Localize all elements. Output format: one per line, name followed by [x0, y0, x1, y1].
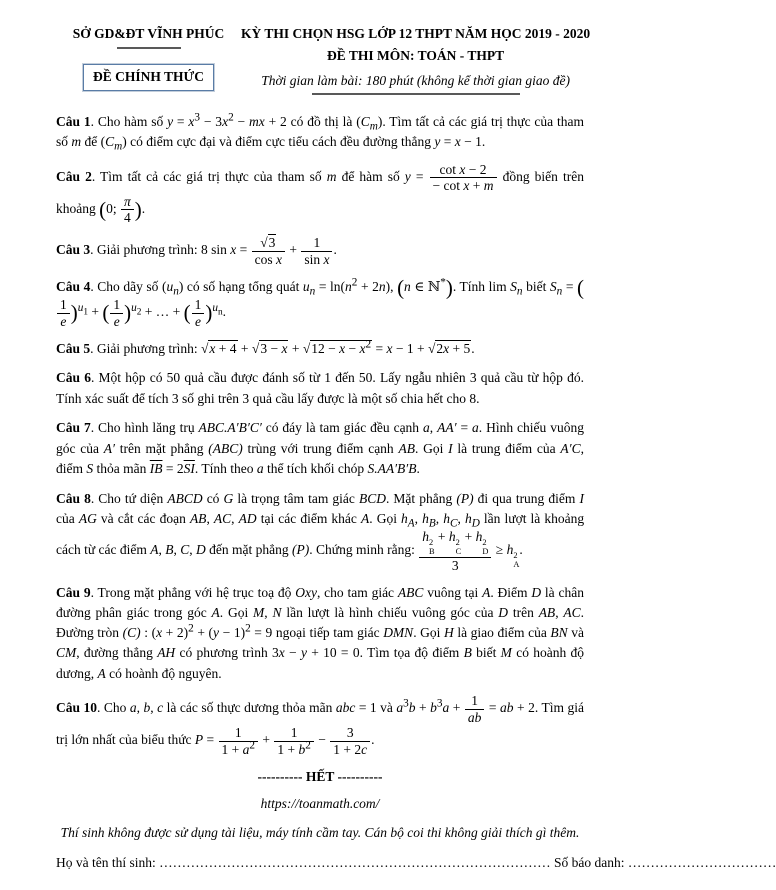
question-1-body: . Cho hàm số $y = x^3 - 3x^2$ − mx + 2 có đồ thị là $(C_m)$. Tìm tất cả các giá trị thực của tham số m để $(C_m)$ có điểm cực đại và điểm cực tiểu cách đều đường thẳng y = x − 1.	[56, 111, 584, 153]
department-underline	[117, 47, 181, 49]
time-note: Thời gian làm bài: 180 phút (không kể thời gian giao đề)	[261, 72, 570, 88]
question-2-body: . Tìm tất cả các giá trị thực của tham số m để hàm số y = $\frac{\text{cot x − 2}}{\text{− cot x + m}}$ đồng biến trên khoảng (0; $\frac{\pi}{4}$ ).	[56, 161, 584, 226]
candidate-number-dots: ……………………………	[627, 854, 776, 870]
candidate-name-label: Họ và tên thí sinh:	[56, 854, 156, 870]
question-2-label: Câu 2	[56, 168, 92, 184]
question-9	[56, 583, 584, 684]
question-list	[56, 112, 584, 758]
subject-title: ĐỀ THI MÔN: TOÁN - THPT	[327, 48, 505, 64]
question-8-body: . Cho tứ diện ABCD có G là trọng tâm tam giác BCD. Mặt phẳng (P) đi qua trung điểm I của AG và cắt các đoạn AB, AC, AD tại các điểm khác A. Gọi $h_A$, $h_B$, $h_C$, $h_D$ lần lượt là khoảng cách từ các điểm A, B, C, D đến mặt phẳng (P). Chứng minh rằng: h 2 B + h 2 C + h 2 D 3 ≥ h 2 A .	[56, 490, 585, 573]
question-7	[56, 418, 584, 479]
question-9-body: . Trong mặt phẳng với hệ trục toạ độ Oxy, cho tam giác ABC vuông tại A. Điểm D là chân đường phân giác trong góc A. Gọi M, N lần lượt là hình chiếu vuông góc của D trên AB, AC. Đường tròn (C) : $(x + 2)^2 + (y - 1)^2 = 9$ ngoại tiếp tam giác DMN. Gọi H là giao điểm của BN và CM, đường thẳng AH có phương trình 3x − y + 10 = 0. Tìm tọa độ điểm B biết M có hoành độ dương, A có hoành độ nguyên.	[56, 584, 585, 681]
question-10	[56, 693, 584, 757]
question-5	[56, 339, 584, 359]
department-name: SỞ GD&ĐT VĨNH PHÚC	[72, 26, 225, 41]
question-3	[56, 235, 584, 267]
question-7-body: . Cho hình lăng trụ ABC.A′B′C′ có đáy là tam giác đều cạnh a, AA′ = a. Hình chiếu vuông góc của A′ trên mặt phẳng (ABC) trùng với trung điểm cạnh AB. Gọi I là trung điểm của A′C, điểm S thỏa mãn $\overline{IB} = 2\overline{SI}$. Tính theo a thể tích khối chóp S.AA′B′B.	[56, 420, 584, 476]
question-1-label: Câu 1	[56, 113, 91, 129]
time-note-underline	[312, 93, 520, 95]
question-4-body: . Cho dãy số $(u_n)$ có số hạng tổng quát $u_n = \ln(n^2 + 2n)$, (n ∈ ℕ*). Tính $\lim S_n$ biết $S_n$ = ( $\frac{1}{e}$ )$^{u_1}$ + ( $\frac{1}{e}$ )$^{u_2}$ + … + ( $\frac{1}{e}$ )$^{u_n}$.	[56, 279, 584, 319]
candidate-number-label: Số báo danh:	[554, 854, 625, 870]
exam-title: KỲ THI CHỌN HSG LỚP 12 THPT NĂM HỌC 2019 - 2020	[241, 26, 591, 41]
question-5-body: . Giải phương trình: $√x + 4 + √3 - x + √12 - x - x^2 = x - 1 + √2x + 5$.	[90, 338, 475, 356]
question-6	[56, 368, 584, 409]
question-9-label: Câu 9	[56, 584, 91, 600]
question-3-body: . Giải phương trình: 8 sin x = $\frac{√3}{\text{cos x}}$ + $\frac{1}{\text{sin x}}$ .	[90, 235, 337, 267]
question-6-body: . Một hộp có 50 quả cầu được đánh số từ 1 đến 50. Lấy ngẫu nhiên 3 quả cầu từ hộp đó. Tính xác suất để tích 3 số ghi trên 3 quả cầu lấy được là một số chia hết cho 8.	[56, 370, 584, 406]
end-mark: ---------- HẾT ----------	[257, 768, 383, 784]
question-2	[56, 162, 584, 226]
header-left	[56, 24, 241, 91]
question-10-label: Câu 10	[56, 700, 98, 716]
question-1	[56, 112, 584, 153]
question-8	[56, 489, 584, 573]
exam-rules-note: Thí sinh không được sử dụng tài liệu, máy tính cầm tay. Cán bộ coi thi không giải thích gì thêm.	[60, 825, 580, 841]
question-10-body: . Cho a, b, c là các số thực dương thỏa mãn abc = 1 và $a^3b + b^3a$ + $\frac{1}{ab}$ = ab + 2. Tìm giá trị lớn nhất của biểu thức P = $\frac{1}{1 + a^2}$ + $\frac{1}{1 + b^2}$ − $\frac{3}{1 + 2c}$ .	[56, 693, 584, 757]
question-5-label: Câu 5	[56, 340, 91, 356]
candidate-name-dots: ……………………………………………………………………………	[159, 854, 551, 870]
candidate-info-line	[56, 853, 776, 873]
toanmath-link[interactable]: https://toanmath.com/	[260, 796, 380, 812]
question-4	[56, 277, 584, 329]
official-exam-box: ĐỀ CHÍNH THỨC	[83, 64, 214, 90]
question-3-label: Câu 3	[56, 242, 91, 258]
question-7-label: Câu 7	[56, 420, 91, 436]
question-4-label: Câu 4	[56, 278, 91, 294]
question-8-label: Câu 8	[56, 490, 91, 506]
header-right	[241, 24, 590, 95]
header	[56, 24, 591, 95]
question-6-label: Câu 6	[56, 370, 91, 386]
